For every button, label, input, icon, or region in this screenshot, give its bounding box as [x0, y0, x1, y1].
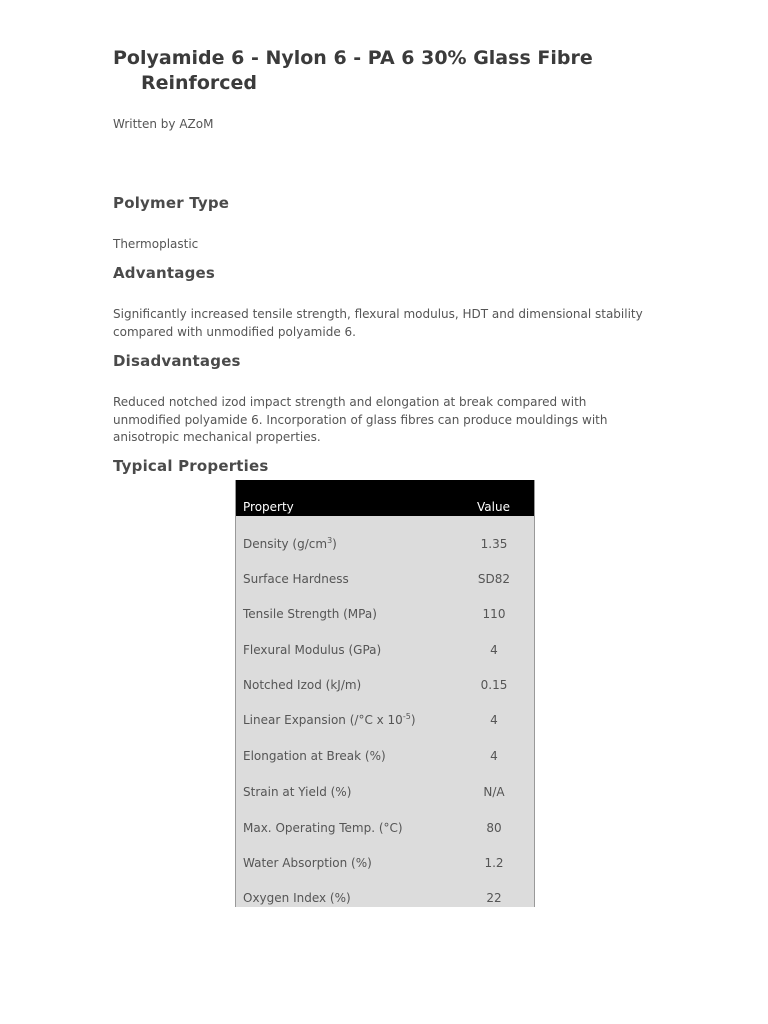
cell-value: 4: [490, 643, 498, 657]
heading-typical-properties: Typical Properties: [113, 457, 269, 475]
title-line-1: Polyamide 6 - Nylon 6 - PA 6 30% Glass Fibre: [113, 47, 593, 69]
cell-value: 0.15: [480, 678, 508, 692]
table-row: [236, 785, 534, 805]
cell-value: 1.2: [484, 856, 504, 870]
cell-property: Surface Hardness: [243, 572, 349, 586]
cell-property: Tensile Strength (MPa): [243, 607, 377, 621]
title-line-2: Reinforced: [141, 72, 257, 94]
cell-value: 4: [490, 749, 498, 763]
advantages-text: Significantly increased tensile strength, flexural modulus, HDT and dimensional stability compared with unmodified polyamide 6.: [113, 307, 643, 339]
cell-value: 1.35: [480, 537, 508, 551]
cell-property: Flexural Modulus (GPa): [243, 643, 382, 657]
table-row: [236, 607, 534, 627]
cell-value: N/A: [483, 785, 505, 799]
table-row: [236, 891, 534, 907]
byline: Written by AZoM: [113, 117, 214, 131]
cell-value: 80: [486, 821, 502, 835]
cell-property: Oxygen Index (%): [243, 891, 351, 905]
table-row: [236, 856, 534, 876]
table-row: [236, 643, 534, 663]
cell-property: Density $(g/cm^3)$: [243, 536, 337, 551]
cell-property: Notched Izod (kJ/m): [243, 678, 362, 692]
table-row: [236, 821, 534, 841]
cell-value: 22: [486, 891, 502, 905]
heading-disadvantages: Disadvantages: [113, 352, 241, 370]
cell-value: 110: [482, 607, 506, 621]
cell-property: Max. Operating Temp. (°C): [243, 821, 403, 835]
cell-property: Water Absorption (%): [243, 856, 372, 870]
polymer-type-text: Thermoplastic: [113, 237, 199, 251]
disadvantages-text: Reduced notched izod impact strength and elongation at break compared with unmodified polyamide 6. Incorporation of glass fibres can produce mouldings with anisotropic mechanical properties.: [113, 395, 608, 444]
heading-polymer-type: Polymer Type: [113, 194, 230, 212]
heading-advantages: Advantages: [113, 264, 216, 282]
properties-table: [235, 480, 535, 907]
table-row: [236, 572, 534, 592]
table-row: [236, 537, 534, 557]
cell-value: 4: [490, 713, 498, 727]
table-row: [236, 713, 534, 733]
cell-value: SD82: [477, 572, 511, 586]
table-header: [236, 480, 534, 516]
header-value: Value: [477, 500, 510, 514]
cell-property: Linear Expansion (/°C x $10^{-5}$): [243, 712, 416, 727]
table-row: [236, 678, 534, 698]
cell-property: Elongation at Break (%): [243, 749, 386, 763]
table-row: [236, 749, 534, 769]
cell-property: Strain at Yield (%): [243, 785, 352, 799]
article-title: [113, 46, 673, 96]
header-property: Property: [243, 500, 294, 514]
